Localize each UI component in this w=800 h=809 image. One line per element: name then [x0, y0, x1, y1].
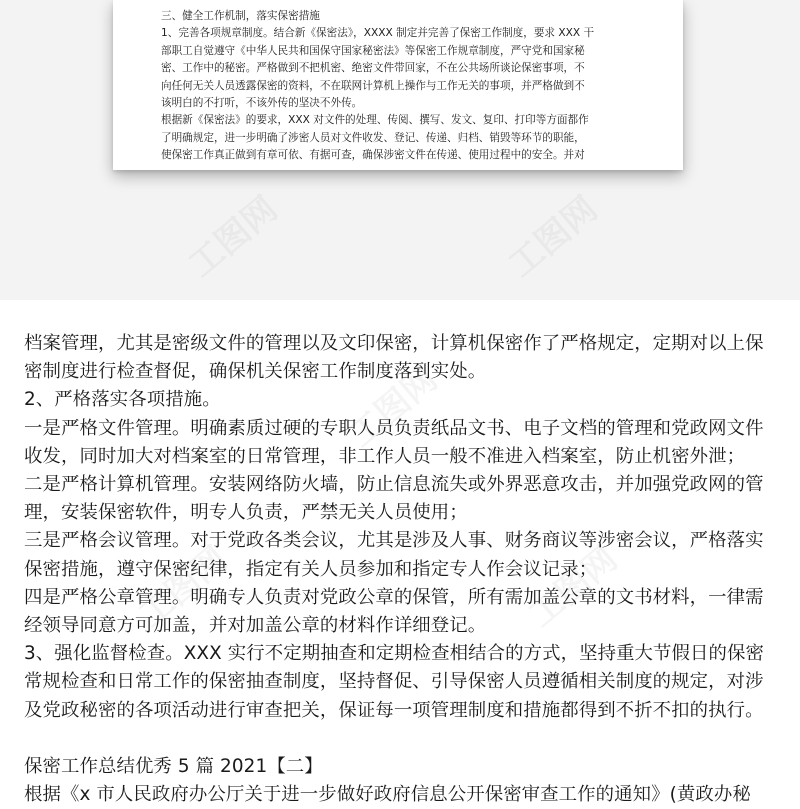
watermark: 工图网 — [131, 539, 236, 636]
section-heading: 2、严格落实各项措施。 — [24, 389, 221, 411]
preview-line: 了明确规定，进一步明确了涉密人员对文件收发、登记、传递、归档、销毁等环节的职能， — [161, 131, 585, 144]
body-line: 收发，同时加大对档案室的日常管理，非工作人员一般不准进入档案室，防止机密外泄； — [24, 445, 746, 467]
body-line: 根据《x 市人民政府办公厅关于进一步做好政府信息公开保密审查工作的通知》(黄政办秘 — [24, 784, 751, 806]
preview-line: 该明白的不打听，不该外传的坚决不外传。 — [161, 97, 363, 110]
article-title: 保密工作总结优秀 5 篇 2021【二】 — [24, 756, 323, 778]
body-line: 二是严格计算机管理。安装网络防火墙，防止信息流失或外界恶意攻击，并加强党政网的管 — [24, 474, 764, 496]
preview-area — [0, 0, 800, 300]
watermark: 工图网 — [341, 359, 446, 456]
body-line: 四是严格公章管理。明确专人负责对党政公章的保管，所有需加盖公章的文书材料，一律需 — [24, 586, 764, 608]
section-heading: 3、强化监督检查。XXX 实行不定期抽查和定期检查相结合的方式，坚持重大节假日的保密 — [24, 643, 764, 665]
document-preview-card — [113, 0, 683, 170]
preview-line: 密、工作中的秘密。严格做到不把机密、绝密文件带回家，不在公共场所谈论保密事项，不 — [161, 62, 585, 75]
body-line: 一是严格文件管理。明确素质过硬的专职人员负责纸品文书、电子文档的管理和党政网文件 — [24, 417, 764, 439]
body-line: 保密措施，遵守保密纪律，指定有关人员参加和指定专人作会议记录； — [24, 558, 598, 580]
body-line: 常规检查和日常工作的保密抽查制度，坚持督促、引导保密人员遵循相关制度的规定，对涉 — [24, 671, 764, 693]
preview-line: 根据新《保密法》的要求，XXX 对文件的处理、传阅、撰写、发文、复印、打印等方面都作 — [161, 114, 589, 127]
preview-line: 向任何无关人员透露保密的资料，不在联网计算机上操作与工作无关的事项，并严格做到不 — [161, 79, 585, 92]
watermark: 工图网 — [521, 539, 626, 636]
body-line: 理，安装保密软件，明专人负责，严禁无关人员使用； — [24, 502, 468, 524]
watermark: 工图网 — [181, 189, 286, 286]
preview-line: 部职工自觉遵守《中华人民共和国保守国家秘密法》等保密工作规章制度，严守党和国家秘 — [161, 44, 585, 57]
watermark: 工图网 — [501, 189, 606, 286]
document-body — [24, 330, 784, 809]
preview-line: 1、完善各项规章制度。结合新《保密法》，XXXX 制定并完善了保密工作制度，要求 XXX 干 — [161, 27, 595, 40]
body-line: 及党政秘密的各项活动进行审查把关，保证每一项管理制度和措施都得到不折不扣的执行。 — [24, 699, 764, 721]
body-line: 经领导同意方可加盖，并对加盖公章的材料作详细登记。 — [24, 615, 487, 637]
body-line: 档案管理，尤其是密级文件的管理以及文印保密，计算机保密作了严格规定，定期对以上保 — [24, 333, 764, 354]
body-line: 密制度进行检查督促，确保机关保密工作制度落到实处。 — [24, 361, 487, 383]
preview-heading: 三、健全工作机制，落实保密措施 — [161, 10, 320, 22]
blank-line — [24, 725, 784, 753]
body-line: 三是严格会议管理。对于党政各类会议，尤其是涉及人事、财务商议等涉密会议，严格落实 — [24, 530, 764, 552]
preview-line: 使保密工作真正做到有章可依、有据可查，确保涉密文件在传递、使用过程中的安全。并对 — [161, 149, 585, 162]
